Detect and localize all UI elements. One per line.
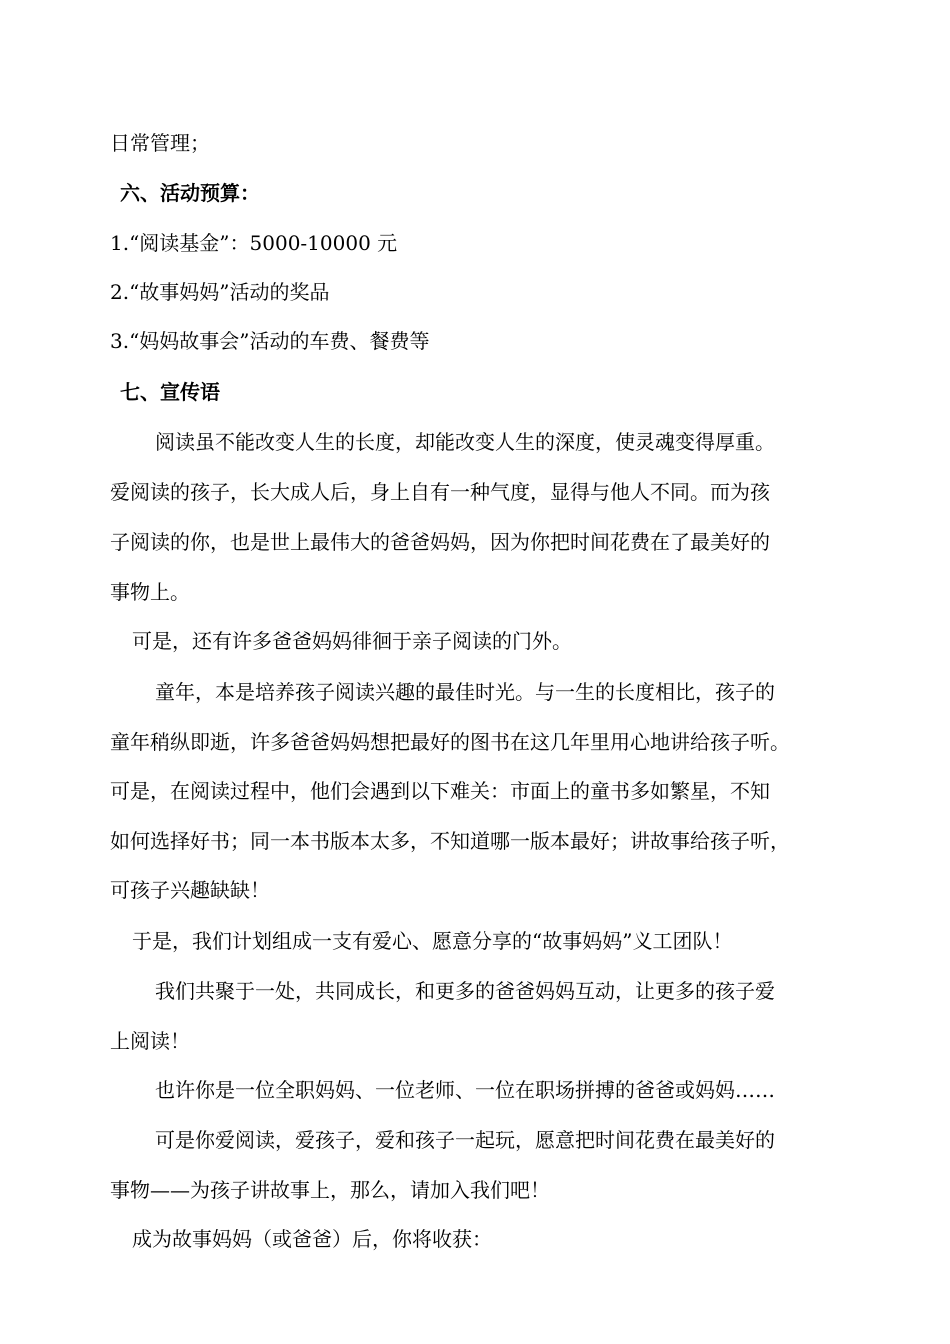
slogan-paragraph-7-line-1: 可是你爱阅读，爱孩子，爱和孩子一起玩，愿意把时间花费在最美好的 [155, 1128, 775, 1152]
slogan-paragraph-2: 可是，还有许多爸爸妈妈徘徊于亲子阅读的门外。 [132, 629, 572, 653]
slogan-paragraph-1-line-4: 事物上。 [110, 580, 190, 604]
slogan-paragraph-4: 于是，我们计划组成一支有爱心、愿意分享的“故事妈妈”义工团队！ [132, 929, 733, 953]
slogan-paragraph-1-line-1: 阅读虽不能改变人生的长度，却能改变人生的深度，使灵魂变得厚重。 [155, 430, 775, 454]
slogan-paragraph-3-line-3: 可是，在阅读过程中，他们会遇到以下难关：市面上的童书多如繁星，不知 [110, 779, 770, 803]
budget-item-2: 2.“故事妈妈”活动的奖品 [110, 280, 330, 304]
paragraph-daily-management: 日常管理； [110, 131, 210, 155]
slogan-paragraph-3-line-2: 童年稍纵即逝，许多爸爸妈妈想把最好的图书在这几年里用心地讲给孩子听。 [110, 730, 790, 754]
slogan-paragraph-3-line-1: 童年，本是培养孩子阅读兴趣的最佳时光。与一生的长度相比，孩子的 [155, 680, 775, 704]
slogan-paragraph-5-line-2: 上阅读！ [110, 1029, 190, 1053]
slogan-paragraph-7-line-2: 事物——为孩子讲故事上，那么，请加入我们吧！ [110, 1178, 550, 1202]
slogan-paragraph-5-line-1: 我们共聚于一处，共同成长，和更多的爸爸妈妈互动，让更多的孩子爱 [155, 979, 775, 1003]
section-heading-budget: 六、活动预算： [120, 181, 260, 205]
section-heading-slogan: 七、宣传语 [120, 380, 220, 404]
slogan-paragraph-1-line-2: 爱阅读的孩子，长大成人后，身上自有一种气度，显得与他人不同。而为孩 [110, 480, 770, 504]
budget-item-3: 3.“妈妈故事会”活动的车费、餐费等 [110, 329, 430, 353]
slogan-paragraph-3-line-5: 可孩子兴趣缺缺！ [110, 878, 270, 902]
slogan-paragraph-6: 也许你是一位全职妈妈、一位老师、一位在职场拼搏的爸爸或妈妈…… [155, 1078, 775, 1102]
slogan-paragraph-3-line-4: 如何选择好书；同一本书版本太多，不知道哪一版本最好；讲故事给孩子听， [110, 829, 790, 853]
slogan-paragraph-8: 成为故事妈妈（或爸爸）后，你将收获： [132, 1227, 492, 1251]
budget-item-1: 1.“阅读基金”：5000-10000 元 [110, 231, 398, 255]
slogan-paragraph-1-line-3: 子阅读的你，也是世上最伟大的爸爸妈妈，因为你把时间花费在了最美好的 [110, 530, 770, 554]
